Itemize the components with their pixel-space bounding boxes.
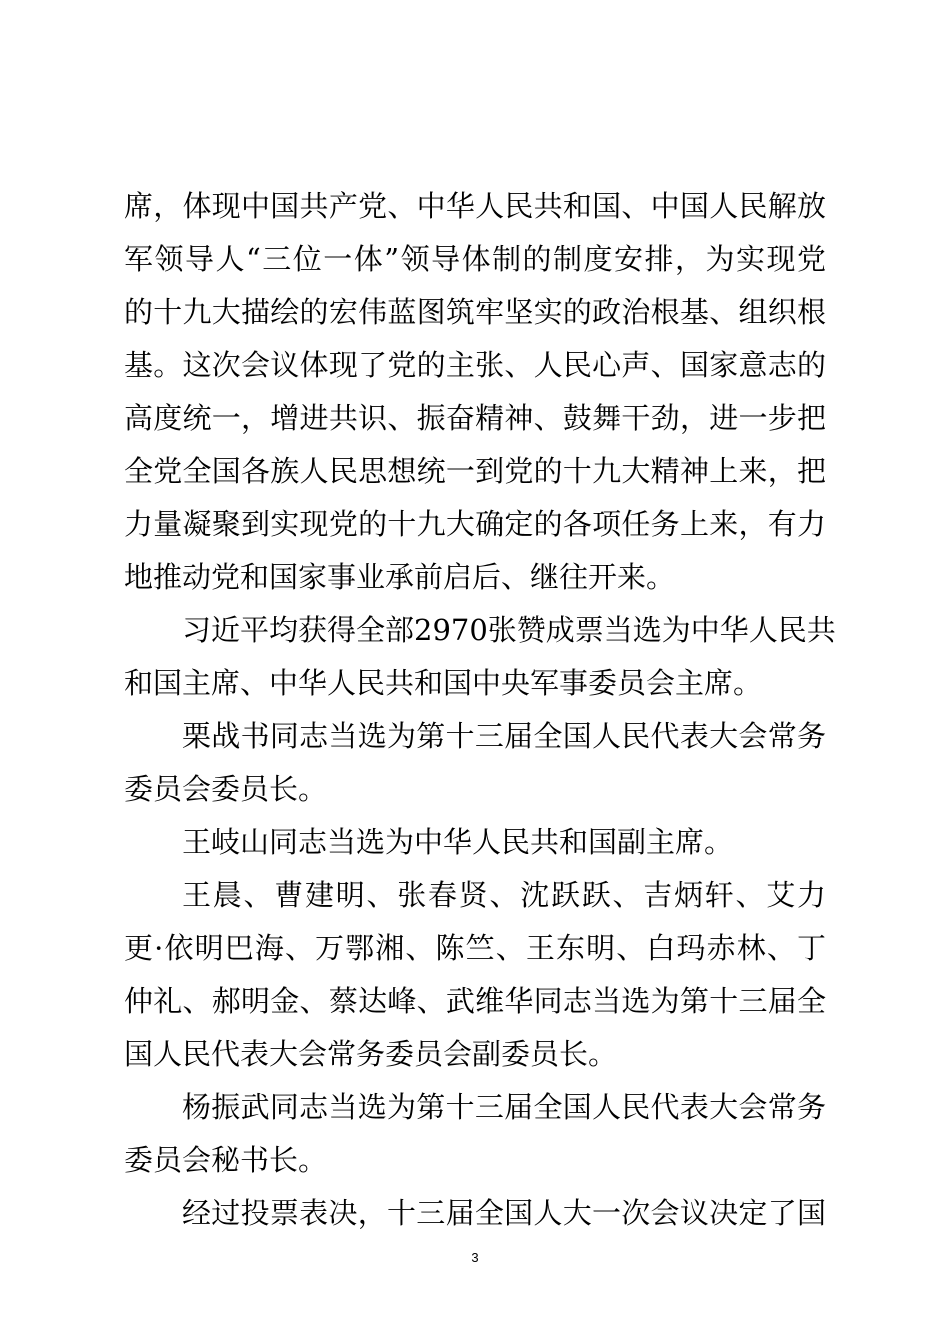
text-line: 地推动党和国家事业承前启后、继往开来。 — [124, 560, 676, 594]
text-line: 委员会委员长。 — [124, 772, 328, 806]
text-line: 力量凝聚到实现党的十九大确定的各项任务上来，有力 — [124, 507, 826, 541]
text-line: 高度统一，增进共识、振奋精神、鼓舞干劲，进一步把 — [124, 401, 826, 435]
paragraph-first-line: 王晨、曹建明、张春贤、沈跃跃、吉炳轩、艾力 — [182, 878, 826, 912]
text-line: 席，体现中国共产党、中华人民共和国、中国人民解放 — [124, 189, 826, 223]
text-line: 基。这次会议体现了党的主张、人民心声、国家意志的 — [124, 348, 826, 382]
paragraph-first-line: 习近平均获得全部2970张赞成票当选为中华人民共 — [182, 613, 836, 647]
text-line: 委员会秘书长。 — [124, 1143, 328, 1177]
text-line: 和国主席、中华人民共和国中央军事委员会主席。 — [124, 666, 763, 700]
text-line: 的十九大描绘的宏伟蓝图筑牢坚实的政治根基、组织根 — [124, 295, 826, 329]
text-line: 国人民代表大会常务委员会副委员长。 — [124, 1037, 618, 1071]
text-line: 更·依明巴海、万鄂湘、陈竺、王东明、白玛赤林、丁 — [124, 931, 826, 965]
text-line: 仲礼、郝明金、蔡达峰、武维华同志当选为第十三届全 — [124, 984, 826, 1018]
paragraph-first-line: 经过投票表决，十三届全国人大一次会议决定了国 — [182, 1196, 826, 1230]
paragraph-first-line: 栗战书同志当选为第十三届全国人民代表大会常务 — [182, 719, 826, 753]
page-number: 3 — [471, 1250, 479, 1265]
text-line: 全党全国各族人民思想统一到党的十九大精神上来，把 — [124, 454, 826, 488]
paragraph-first-line: 杨振武同志当选为第十三届全国人民代表大会常务 — [182, 1090, 826, 1124]
text-line: 军领导人“三位一体”领导体制的制度安排，为实现党 — [124, 242, 826, 276]
paragraph-first-line: 王岐山同志当选为中华人民共和国副主席。 — [182, 825, 734, 859]
